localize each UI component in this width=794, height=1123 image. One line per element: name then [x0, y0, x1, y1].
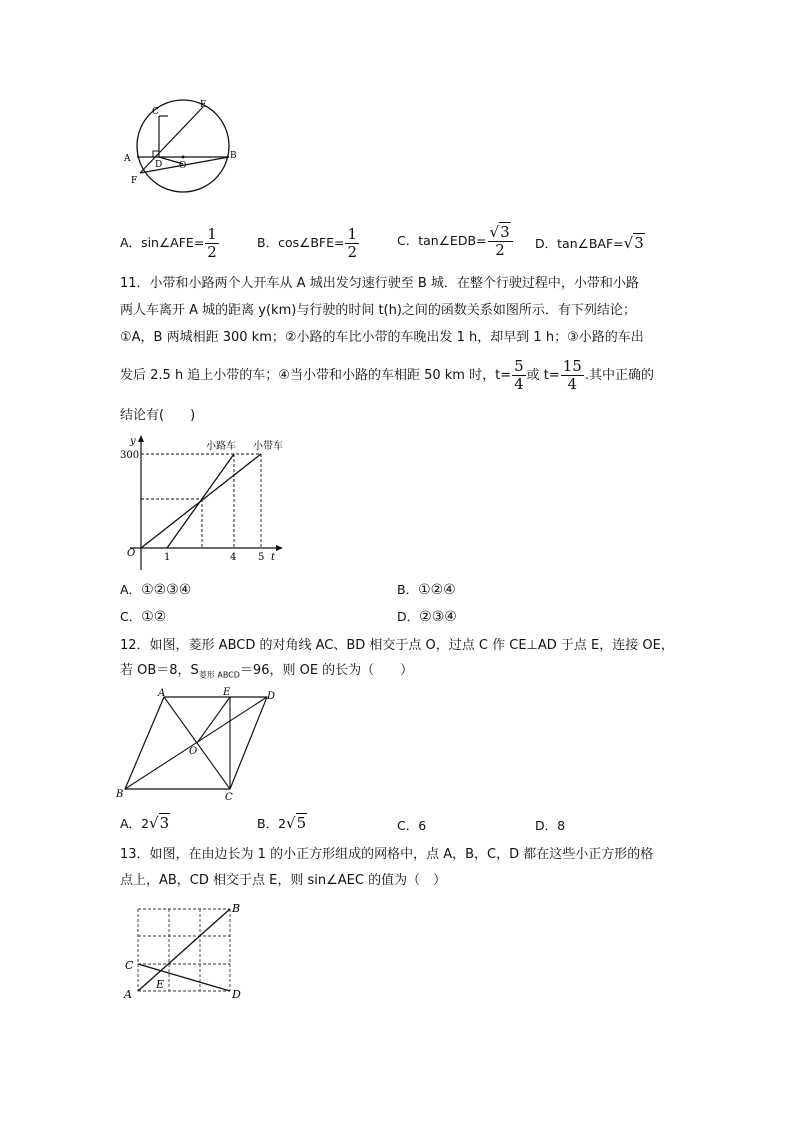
label-c: C [125, 959, 134, 972]
q12-rhombus-figure [112, 685, 282, 805]
y-label: y [130, 436, 136, 447]
label-d: D [267, 691, 276, 702]
label-b: B [116, 789, 124, 800]
label-e: E [156, 978, 165, 991]
fraction: $\frac{1}{2}$ [347, 225, 358, 261]
q13-line-1: 13．如图，在由边长为 1 的小正方形组成的网格中，点 A，B，C，D 都在这些小正方形的格 [120, 847, 654, 862]
x-tick-5: 5 [258, 552, 265, 563]
line-xiaolu [167, 454, 234, 548]
q11-line-2: 两人车离开 A 城的距离 y(km)与行驶的时间 t(h)之间的函数关系如图所示．有下列结论； [120, 303, 636, 318]
q12-option-a[interactable]: A．2√3 [120, 814, 170, 832]
label-d: D [232, 988, 241, 1001]
q10-option-a[interactable]: A．sin∠AFE= $\frac{1}{2}$ [120, 225, 217, 261]
q11-line-1: 11．小带和小路两个人开车从 A 城出发匀速行驶至 B 城．在整个行驶过程中，小带和小路 [120, 276, 639, 291]
q11-option-d[interactable]: D．②③④ [397, 609, 457, 625]
q10-option-d[interactable]: D．tan∠BAF=√3 [535, 234, 644, 252]
label-a: A [124, 154, 131, 164]
q11-line-3: ①A，B 两城相距 300 km；②小路的车比小带的车晚出发 1 h，却早到 1 h；③小路的车出 [120, 330, 644, 345]
label-e: E [223, 687, 231, 698]
label-f: F [131, 176, 138, 186]
label-b: B [232, 902, 241, 915]
label-o: O [189, 746, 198, 757]
q12-option-b[interactable]: B．2√5 [257, 814, 307, 832]
q10-option-b[interactable]: B．cos∠BFE= $\frac{1}{2}$ [257, 225, 358, 261]
sqrt: √3 [623, 234, 644, 252]
segment-oe [197, 697, 230, 743]
fraction-5-4: $\frac{5}{4}$ [514, 357, 524, 393]
x-label: t [271, 552, 276, 563]
q11-option-a[interactable]: A．①②③④ [120, 582, 192, 598]
q12-option-d[interactable]: D．8 [535, 818, 566, 833]
q12-line-1: 12．如图，菱形 ABCD 的对角线 AC、BD 相交于点 O，过点 C 作 CE⊥AD 于点 E，连接 OE， [120, 638, 674, 653]
q10-circle-figure [118, 98, 248, 196]
fraction-15-4: $\frac{15}{4}$ [562, 357, 582, 393]
area-subscript: 菱形 ABCD [198, 670, 240, 680]
q11-line-5: 结论有( ) [120, 408, 196, 423]
label-a: A [124, 988, 132, 1001]
segment-ab [138, 909, 230, 991]
x-tick-4: 4 [230, 552, 237, 563]
circle-o [137, 100, 229, 192]
x-tick-1: 1 [164, 552, 171, 563]
segment-cd [138, 964, 230, 991]
label-d: D [155, 160, 163, 170]
q12-line-2: 若 OB＝8，$S_{菱形 ABCD}=96$，则 OE 的长为（ ） [120, 663, 414, 680]
label-c: C [225, 792, 233, 803]
q13-grid-figure [120, 898, 250, 1006]
fraction: $\frac{1}{2}$ [207, 225, 217, 261]
label-e: E [200, 100, 207, 110]
q11-graph [120, 432, 300, 572]
y-tick-300: 300 [120, 450, 140, 461]
q10-option-c[interactable]: C．tan∠EDB= $\frac{√3}{2}$ [397, 224, 514, 259]
q12-option-c[interactable]: C．6 [397, 818, 427, 833]
label-xiaolu: 小路车 [206, 441, 236, 452]
label-o: O [179, 161, 187, 171]
q11-line-4: 发后 2.5 h 追上小带的车；④当小带和小路的车相距 50 km 时，t= $\frac{5}{4}$ 或 t= $\frac{15}{4}$ .其中正确的 [120, 357, 654, 393]
label-c: C [152, 107, 159, 117]
diagonal-bd [125, 697, 267, 789]
q11-option-b[interactable]: B．①②④ [397, 582, 456, 598]
y-axis-arrow [138, 435, 144, 442]
fraction: $\frac{√3}{2}$ [488, 224, 513, 259]
x-axis-arrow [276, 545, 283, 551]
label-a: A [158, 688, 166, 699]
label-b: B [230, 151, 237, 161]
center-dot [182, 156, 185, 159]
label-xiaodai: 小带车 [253, 441, 283, 452]
q13-line-2: 点上，AB，CD 相交于点 E，则 sin∠AEC 的值为（ ） [120, 873, 447, 888]
origin-label: O [127, 548, 136, 559]
q11-option-c[interactable]: C．①② [120, 609, 167, 625]
